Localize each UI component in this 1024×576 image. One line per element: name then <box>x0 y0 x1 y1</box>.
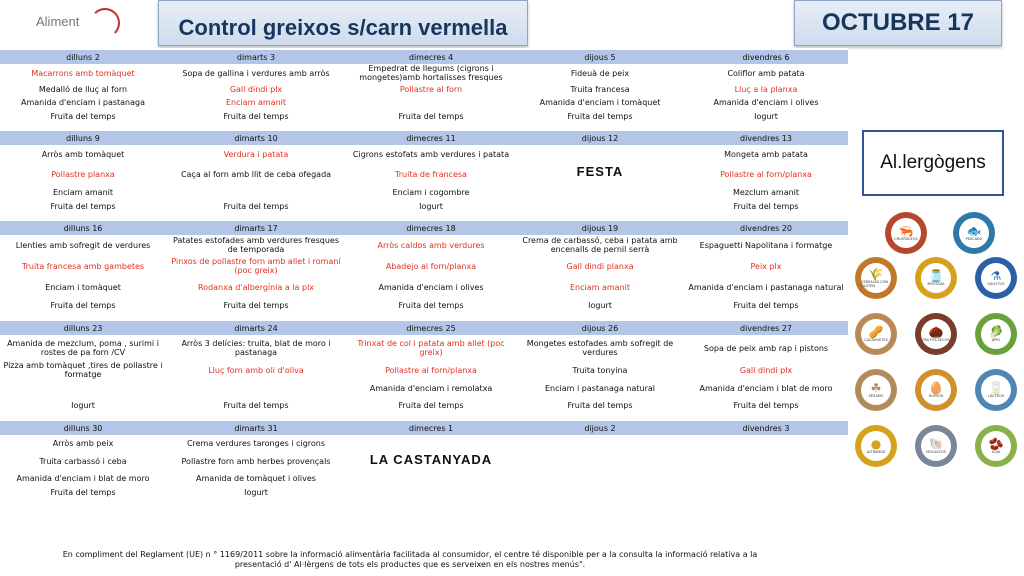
allergen-glyph: 🫘 <box>988 437 1004 451</box>
allergen-label: CACAHUETES <box>864 338 888 342</box>
menu-dish: Iogurt <box>754 111 778 121</box>
allergen-label: HUEVOS <box>928 394 944 398</box>
month-box <box>794 0 1002 46</box>
day-header: dijous 5 <box>516 49 684 64</box>
logo <box>30 6 120 40</box>
allergen-glyph: 🥜 <box>868 325 884 339</box>
week-header <box>0 320 848 335</box>
day-header: dijous 2 <box>516 420 684 435</box>
day-header: dimarts 10 <box>166 130 346 145</box>
menu-dish: Fruita del temps <box>567 400 633 410</box>
day-header: dimecres 25 <box>346 320 516 335</box>
day-header: dimecres 11 <box>346 130 516 145</box>
allergen-mostassa-icon <box>915 257 957 299</box>
day-header: dimarts 3 <box>166 49 346 64</box>
day-header: dilluns 16 <box>0 220 166 235</box>
menu-row <box>0 297 848 313</box>
menu-dish: Enciam i pastanaga natural <box>544 383 656 393</box>
allergen-sesam-icon <box>855 369 897 411</box>
menu-dish: Fruita del temps <box>50 300 116 310</box>
menu-dish: Pollastre al forn/planxa <box>720 169 812 179</box>
allergen-fruits-secs-icon <box>915 313 957 355</box>
menu-dish: Gall dindi plx <box>739 365 793 375</box>
menu-row <box>0 435 848 451</box>
allergen-label: CEREALES CON GLUTEN <box>861 280 889 288</box>
menu-dish: Mongeta amb patata <box>724 149 808 159</box>
menu-dish: Pollastre planxa <box>51 169 115 179</box>
allergen-soja-icon <box>975 425 1017 467</box>
menu-dish: Arròs 3 delícies: truita, blat de moro i pastanaga <box>181 339 331 357</box>
menu-dish <box>516 199 684 213</box>
menu-dish: Fruita del temps <box>733 300 799 310</box>
week-header <box>0 220 848 235</box>
allergen-peix-icon <box>953 212 995 254</box>
menu-dish: Amanida d'enciam i olives <box>378 282 484 292</box>
allergen-label: SOJA <box>991 450 1001 454</box>
day-header: dimarts 24 <box>166 320 346 335</box>
menu-dish: Fruita del temps <box>50 487 116 497</box>
allergen-lactics-icon <box>975 369 1017 411</box>
menu-dish: Fruita del temps <box>398 300 464 310</box>
day-header: dilluns 30 <box>0 420 166 435</box>
day-header: divendres 3 <box>684 420 848 435</box>
allergen-label: FRUTOS SECOS <box>922 338 950 342</box>
menu-dish: Pinxos de pollastre forn amb allet i romaní (poc greix) <box>171 257 341 275</box>
allergen-cacauets-icon <box>855 313 897 355</box>
menu-dish <box>0 379 166 397</box>
menu-dish: Fruita del temps <box>567 111 633 121</box>
menu-dish: Arròs amb peix <box>52 438 114 448</box>
page-title-box <box>158 0 528 46</box>
week-header <box>0 49 848 64</box>
allergen-api-icon <box>975 313 1017 355</box>
menu-row <box>0 109 848 123</box>
allergen-glyph: 🐚 <box>928 437 944 451</box>
menu-dish: Caça al forn amb llit de ceba ofegada <box>180 169 332 179</box>
menu-dish: Truita francesa <box>570 84 630 94</box>
menu-dish: Iogurt <box>71 400 95 410</box>
logo-swoosh-icon <box>90 8 120 38</box>
menu-dish: Sopa de peix amb rap i pistons <box>703 343 829 353</box>
allergens-label: Al.lergògens <box>880 152 986 173</box>
menu-dish: Crema verdures taronges i cigrons <box>186 438 326 448</box>
menu-dish: Verdura i patata <box>223 149 289 159</box>
menu-row <box>0 199 848 213</box>
menu-dish <box>346 485 516 499</box>
menu-dish: Pollastre al forn/planxa <box>385 365 477 375</box>
allergen-label: ALTRAMUZ <box>866 450 886 454</box>
menu-dish: Fruita del temps <box>733 201 799 211</box>
day-header: dimarts 17 <box>166 220 346 235</box>
allergen-label: SÉSAMO <box>868 394 884 398</box>
menu-dish: Fruita del temps <box>223 111 289 121</box>
allergen-glyph: 🦐 <box>898 224 914 238</box>
menu-dish: Medalló de lluç al forn <box>38 84 128 94</box>
allergen-glyph: ● <box>870 437 882 451</box>
menu-row <box>0 96 848 109</box>
menu-dish: Llenties amb sofregit de verdures <box>15 240 151 250</box>
day-header: dimecres 4 <box>346 49 516 64</box>
menu-dish: Amanida d'enciam i blat de moro <box>699 383 833 393</box>
menu-dish: Amanida d'enciam i remolatxa <box>369 383 493 393</box>
allergen-sulfits-icon <box>975 257 1017 299</box>
menu-row <box>0 379 848 397</box>
allergen-label: MOLUSCOS <box>926 450 946 454</box>
menu-dish: Truita francesa amb gambetes <box>21 261 145 271</box>
menu-dish: Iogurt <box>419 201 443 211</box>
menu-dish: Enciam amanit <box>225 98 286 107</box>
menu-dish: Pollastre al forn <box>399 84 463 94</box>
menu-dish: Fruita del temps <box>398 400 464 410</box>
allergen-glyph: 🐟 <box>966 224 982 238</box>
month-title: OCTUBRE 17 <box>821 9 975 36</box>
allergen-glyph: 🌾 <box>868 267 884 281</box>
menu-dish: Arròs caldos amb verdures <box>377 240 485 250</box>
menu-row <box>0 145 848 163</box>
menu-dish: Peix plx <box>750 261 782 271</box>
menu-dish: Gall dindi planxa <box>566 261 634 271</box>
menu-dish: Coliflor amb patata <box>727 68 805 78</box>
menu-dish: Abadejo al forn/planxa <box>385 261 477 271</box>
menu-row <box>0 64 848 82</box>
allergen-glyph: ☘ <box>870 381 882 395</box>
allergen-label: APIO <box>991 338 1001 342</box>
day-header: dilluns 2 <box>0 49 166 64</box>
menu-dish <box>684 485 848 499</box>
page-title: Control greixos s/carn vermella <box>178 15 508 40</box>
week-spacer <box>0 413 848 420</box>
menu-dish: Truita tonyina <box>572 365 628 375</box>
menu-row <box>0 277 848 297</box>
menu-dish: Espaguetti Napolitana i formatge <box>699 240 833 250</box>
menu-dish: Iogurt <box>588 300 612 310</box>
menu-row <box>0 485 848 499</box>
allergen-glyph: 🥚 <box>928 381 944 395</box>
day-header: dimarts 31 <box>166 420 346 435</box>
day-header: dimecres 18 <box>346 220 516 235</box>
menu-dish: Fruita del temps <box>223 300 289 310</box>
menu-dish: Trinxat de col i patata amb allet (poc greix) <box>357 339 505 357</box>
menu-dish: Sopa de gallina i verdures amb arròs <box>182 68 330 78</box>
week-spacer <box>0 123 848 130</box>
allergen-glyph: 🫙 <box>928 269 944 283</box>
menu-row <box>0 397 848 413</box>
allergen-label: PESCADO <box>965 237 983 241</box>
menu-dish: Cigrons estofats amb verdures i patata <box>352 149 510 159</box>
allergen-label: SULFITOS <box>987 282 1005 286</box>
menu-dish: Arròs amb tomàquet <box>41 149 125 159</box>
menu-dish: Macarrons amb tomàquet <box>31 68 135 78</box>
menu-dish: Amanida de mezclum, poma , surimi i rostes de pa forn /CV <box>7 339 159 357</box>
menu-dish: Gall dindi plx <box>229 84 283 94</box>
menu-dish <box>516 485 684 499</box>
menu-row <box>0 255 848 277</box>
menu-dish: Lluç forn amb oli d'oliva <box>208 365 304 375</box>
allergen-ous-icon <box>915 369 957 411</box>
allergen-glyph: 🌰 <box>928 325 944 339</box>
menu-row <box>0 163 848 185</box>
menu-dish: Fruita del temps <box>223 201 289 211</box>
menu-table <box>0 48 848 499</box>
menu-dish: Amanida d'enciam i pastanaga <box>20 98 146 107</box>
menu-dish: Enciam amanit <box>52 187 113 197</box>
menu-dish: Empedrat de llegums (cigrons i mongetes)amb hortalisses fresques <box>359 64 503 82</box>
menu-dish: Enciam i cogombre <box>392 187 470 197</box>
menu-row <box>0 185 848 199</box>
day-header: dilluns 9 <box>0 130 166 145</box>
allergen-label: LÁCTEOS <box>987 394 1005 398</box>
allergen-molluscs-icon <box>915 425 957 467</box>
menu-row <box>0 335 848 361</box>
menu-dish: Truita de francesa <box>395 169 467 179</box>
footer-note: En compliment del Reglament (UE) n ° 1169/2011 sobre la informació alimentària facilitada al consumidor, el centre té disponible per a la consulta la informació relativa a la presentació d' Al·lèrgens de tots els productes que es serveixen en els nostres menús". <box>62 550 758 569</box>
menu-dish: Amanida d'enciam i olives <box>713 98 819 107</box>
day-header: dijous 19 <box>516 220 684 235</box>
menu-dish <box>166 185 346 199</box>
special-day-label: FESTA <box>576 164 624 179</box>
menu-dish: Amanida d'enciam i tomàquet <box>539 98 661 107</box>
menu-row <box>0 82 848 96</box>
day-header: divendres 6 <box>684 49 848 64</box>
menu-dish: Fruita del temps <box>398 111 464 121</box>
menu-dish: Iogurt <box>244 487 268 497</box>
menu-dish <box>166 379 346 397</box>
menu-dish: Amanida de tomàquet i olives <box>196 473 316 483</box>
menu-dish: Pizza amb tomàquet ,tires de pollastre i formatge <box>3 361 163 379</box>
allergens-box <box>862 130 1004 196</box>
menu-dish: Amanida d'enciam i blat de moro <box>16 473 150 483</box>
week-spacer <box>0 213 848 220</box>
allergen-altramussos-icon <box>855 425 897 467</box>
allergen-crustacis-icon <box>885 212 927 254</box>
menu-dish <box>346 96 516 109</box>
allergen-glyph: 🥬 <box>988 325 1004 339</box>
menu-dish: Enciam amanit <box>569 282 630 292</box>
allergen-label: MOSTAZA <box>927 282 945 286</box>
menu-dish: Crema de carbassó, ceba i patata amb encenalls de pernil serrà <box>522 236 678 254</box>
menu-dish: Pollastre forn amb herbes provençals <box>181 456 331 466</box>
menu-dish: Patates estofades amb verdures fresques de temporada <box>173 236 339 254</box>
menu-dish: Fideuà de peix <box>570 68 630 78</box>
day-header: dijous 26 <box>516 320 684 335</box>
week-header <box>0 420 848 435</box>
day-header: divendres 20 <box>684 220 848 235</box>
allergen-gluten-icon <box>855 257 897 299</box>
day-header: dilluns 23 <box>0 320 166 335</box>
menu-dish: Fruita del temps <box>733 400 799 410</box>
menu-dish: Enciam i tomàquet <box>45 282 121 292</box>
menu-dish: Amanida d'enciam i pastanaga natural <box>688 282 844 292</box>
day-header: dimecres 1 <box>346 420 516 435</box>
menu-dish: Fruita del temps <box>223 400 289 410</box>
day-header: divendres 13 <box>684 130 848 145</box>
menu-dish: Rodanxa d'albergínia a la plx <box>197 282 315 292</box>
week-header <box>0 130 848 145</box>
menu-dish: Fruita del temps <box>50 201 116 211</box>
allergen-glyph: ⚗ <box>990 269 1002 283</box>
allergen-label: CRUSTÁCEOS <box>894 237 918 241</box>
menu-dish: Mezclum amanit <box>732 187 800 197</box>
logo-text: Aliment <box>36 14 80 29</box>
menu-dish: Lluç a la planxa <box>734 84 798 94</box>
special-day-label: LA CASTANYADA <box>369 452 493 467</box>
menu-row <box>0 235 848 255</box>
day-header: divendres 27 <box>684 320 848 335</box>
allergen-glyph: 🥛 <box>988 381 1004 395</box>
menu-dish: Mongetes estofades amb sofregit de verdures <box>526 339 674 357</box>
day-header: dijous 12 <box>516 130 684 145</box>
menu-dish: Truita carbassó i ceba <box>39 456 127 466</box>
week-spacer <box>0 313 848 320</box>
menu-dish: Fruita del temps <box>50 111 116 121</box>
menu-row <box>0 361 848 379</box>
